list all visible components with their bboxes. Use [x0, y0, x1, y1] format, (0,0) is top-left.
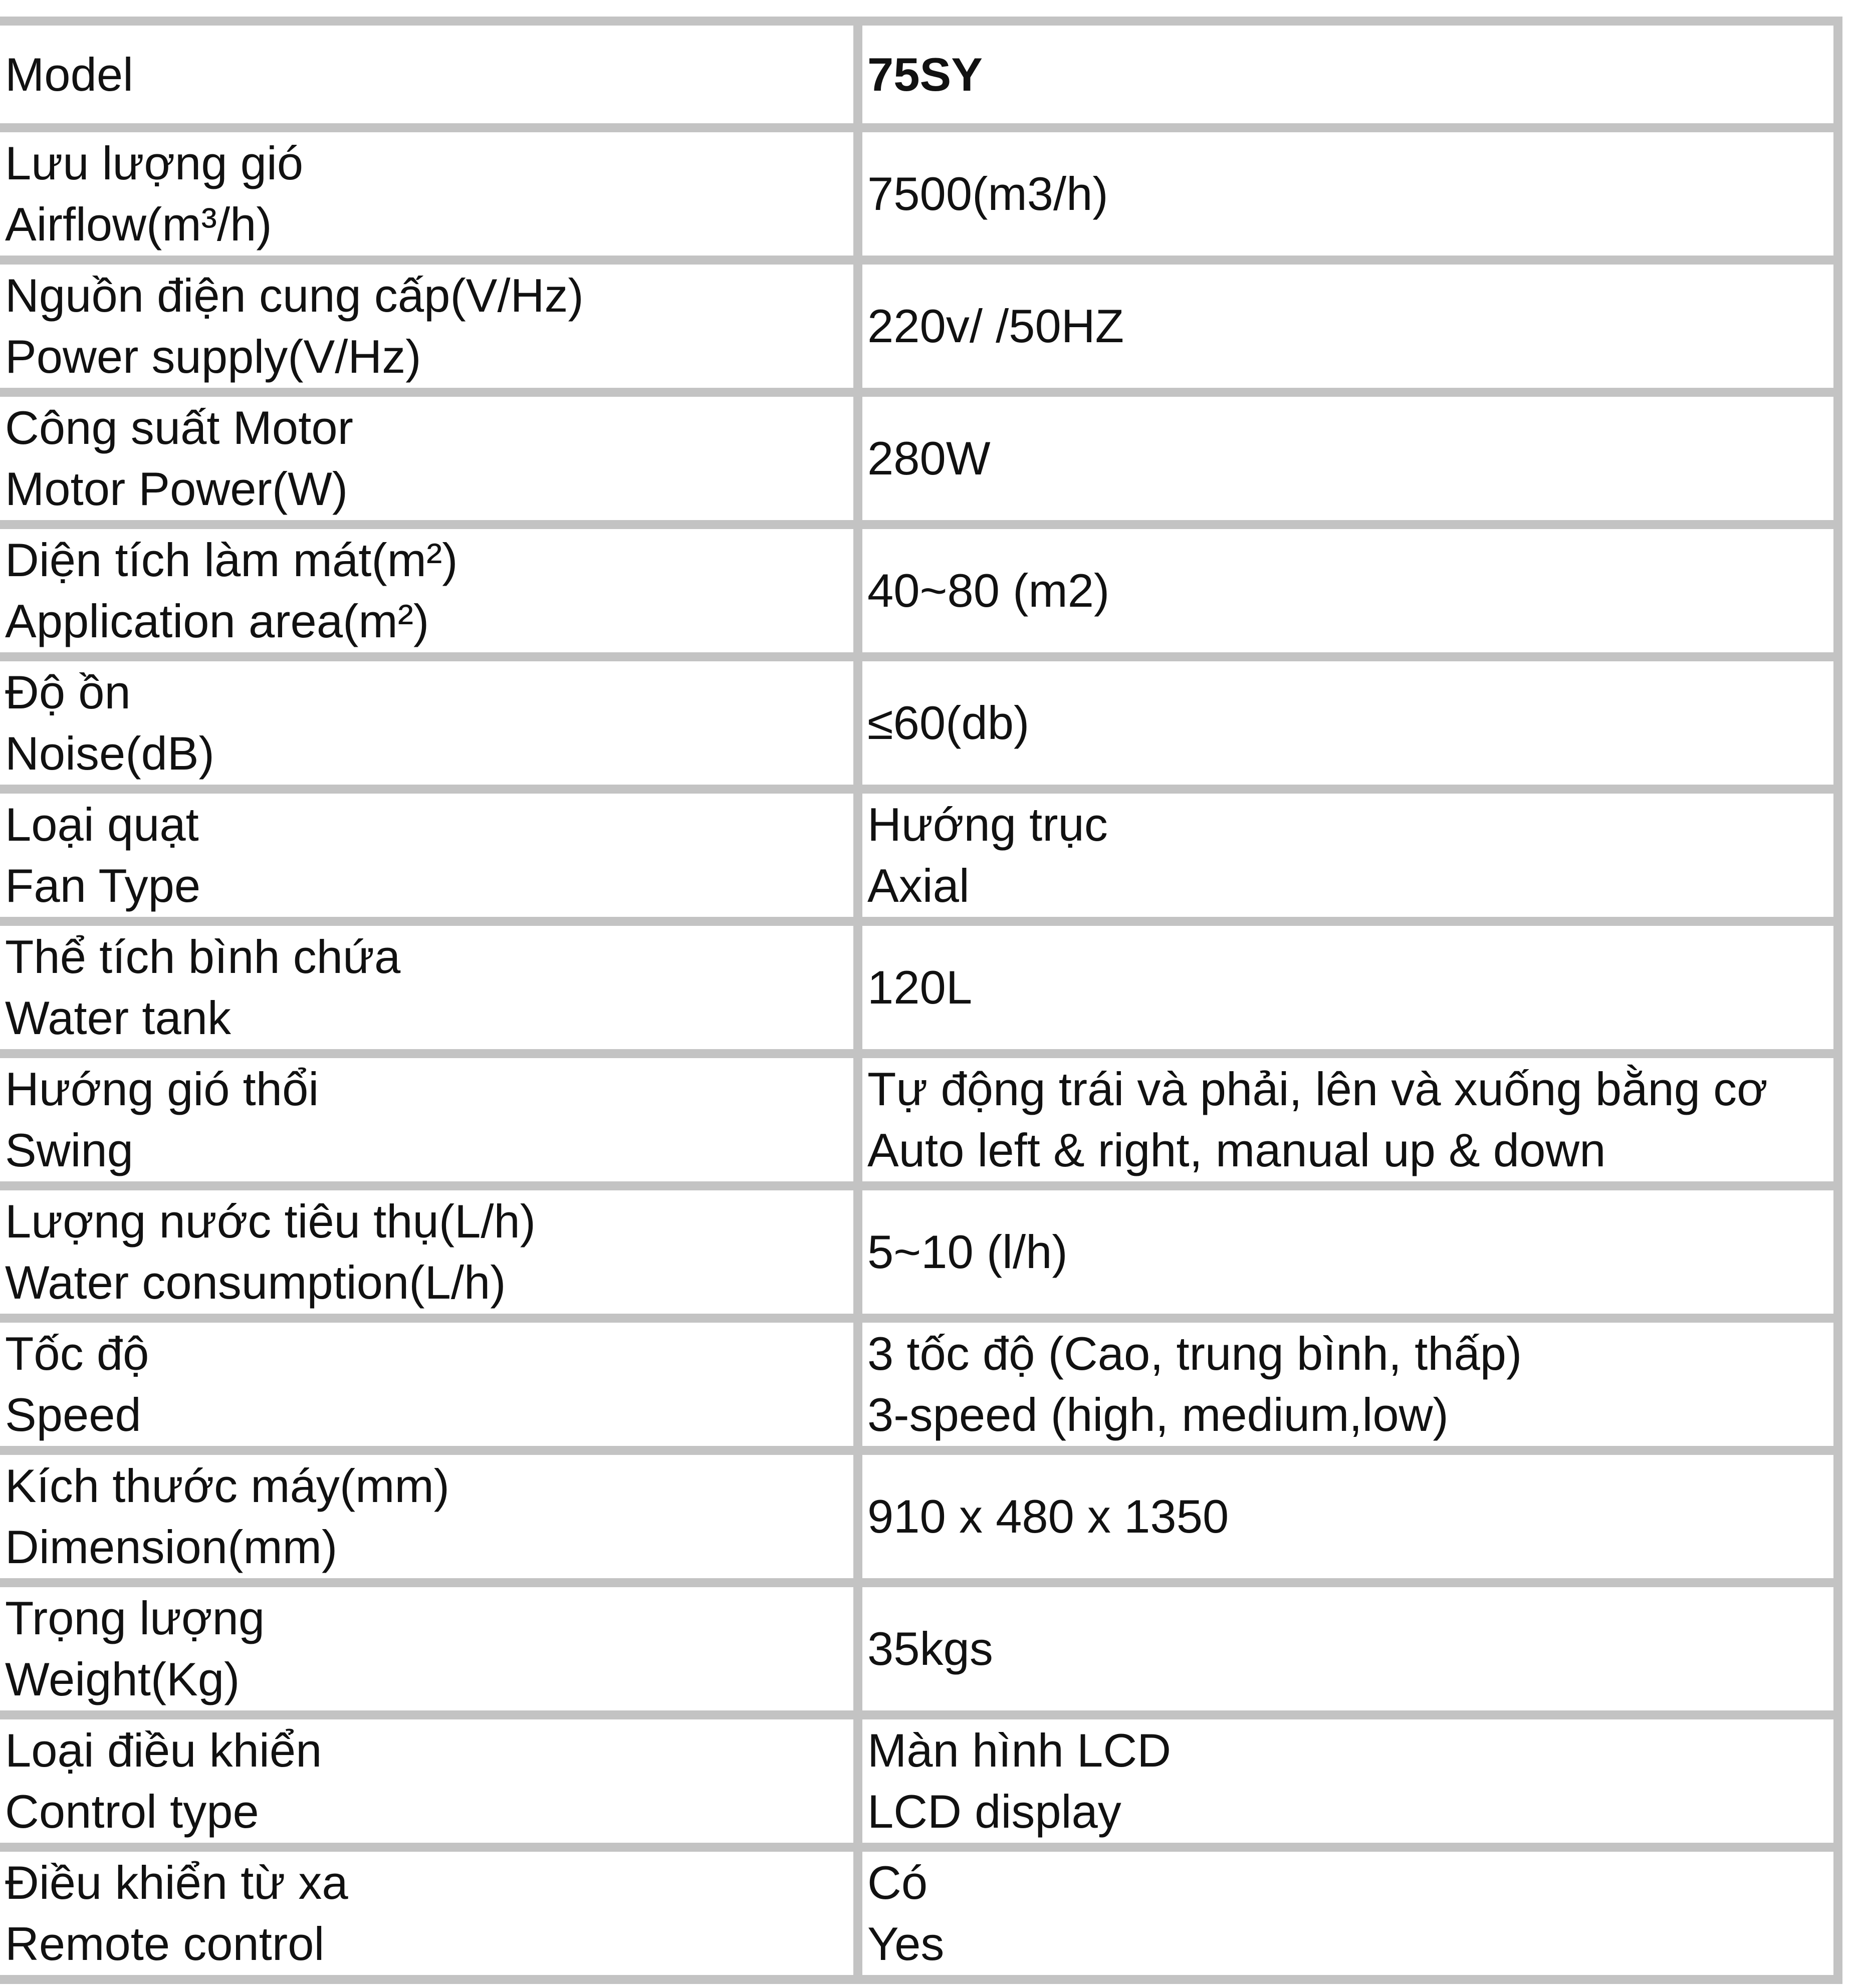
spec-value-cell — [858, 657, 1838, 789]
spec-value-cell — [858, 1186, 1838, 1318]
table-row — [0, 1318, 1838, 1450]
spec-value-cell — [858, 1054, 1838, 1186]
spec-label-english: Fan Type — [5, 859, 201, 912]
spec-label-cell — [0, 1450, 858, 1583]
table-row — [0, 1583, 1838, 1715]
spec-value-secondary: Axial — [867, 859, 970, 912]
spec-label-cell — [0, 1847, 858, 1979]
spec-label-vietnamese: Độ ồn — [5, 666, 131, 718]
spec-label-cell — [0, 525, 858, 657]
spec-label-english: Weight(Kg) — [5, 1653, 240, 1705]
spec-label-vietnamese: Tốc độ — [5, 1327, 149, 1380]
spec-value-cell — [858, 1450, 1838, 1583]
spec-value-primary: 40~80 (m2) — [867, 564, 1110, 617]
spec-label-english: Water tank — [5, 991, 231, 1044]
spec-value-cell — [858, 1847, 1838, 1979]
spec-label-vietnamese: Lượng nước tiêu thụ(L/h) — [5, 1195, 536, 1248]
spec-value-primary: ≤60(db) — [867, 696, 1030, 749]
model-row — [0, 21, 1838, 128]
spec-label-cell — [0, 789, 858, 921]
model-label-cell — [0, 21, 858, 128]
table-row — [0, 1450, 1838, 1583]
spec-label-cell — [0, 1186, 858, 1318]
spec-value-cell — [858, 1715, 1838, 1847]
spec-label-cell — [0, 1583, 858, 1715]
spec-label-vietnamese: Trọng lượng — [5, 1592, 265, 1644]
spec-label-english: Remote control — [5, 1917, 325, 1970]
spec-label-vietnamese: Loại điều khiển — [5, 1724, 322, 1777]
spec-label-english: Motor Power(W) — [5, 462, 348, 515]
spec-label-vietnamese: Công suất Motor — [5, 401, 353, 454]
spec-label-vietnamese: Diện tích làm mát(m²) — [5, 534, 458, 586]
table-row — [0, 1847, 1838, 1979]
spec-value-secondary: LCD display — [867, 1785, 1121, 1838]
spec-label-english: Power supply(V/Hz) — [5, 330, 421, 383]
spec-value-primary: 910 x 480 x 1350 — [867, 1490, 1229, 1543]
spec-label-vietnamese: Thể tích bình chứa — [5, 930, 401, 983]
spec-label-cell — [0, 657, 858, 789]
spec-label-vietnamese: Nguồn điện cung cấp(V/Hz) — [5, 269, 584, 322]
spec-value-primary: Màn hình LCD — [867, 1724, 1172, 1777]
spec-value-primary: Hướng trục — [867, 798, 1108, 851]
table-row — [0, 1186, 1838, 1318]
spec-table-body — [0, 21, 1838, 1979]
spec-label-cell — [0, 1318, 858, 1450]
spec-value-primary: 7500(m3/h) — [867, 167, 1108, 220]
spec-label-english: Dimension(mm) — [5, 1521, 338, 1573]
spec-label-english: Control type — [5, 1785, 259, 1838]
spec-label-vietnamese: Lưu lượng gió — [5, 137, 304, 189]
spec-label-vietnamese: Kích thước máy(mm) — [5, 1459, 450, 1512]
spec-label-english: Application area(m²) — [5, 595, 429, 647]
spec-value-cell — [858, 921, 1838, 1054]
spec-value-cell — [858, 392, 1838, 525]
model-label: Model — [5, 48, 134, 101]
table-row — [0, 921, 1838, 1054]
spec-value-primary: 35kgs — [867, 1622, 993, 1675]
spec-label-english: Water consumption(L/h) — [5, 1256, 506, 1309]
spec-label-english: Swing — [5, 1124, 134, 1176]
spec-value-secondary: Yes — [867, 1917, 945, 1970]
spec-value-cell — [858, 260, 1838, 392]
table-row — [0, 525, 1838, 657]
spec-value-cell — [858, 128, 1838, 260]
spec-value-primary: 280W — [867, 432, 991, 484]
spec-value-primary: 120L — [867, 961, 973, 1014]
spec-value-primary: Có — [867, 1856, 928, 1909]
spec-label-cell — [0, 128, 858, 260]
table-row — [0, 1715, 1838, 1847]
spec-value-secondary: 3-speed (high, medium,low) — [867, 1388, 1449, 1441]
spec-label-vietnamese: Điều khiển từ xa — [5, 1856, 348, 1909]
spec-value-cell — [858, 1583, 1838, 1715]
table-row — [0, 1054, 1838, 1186]
table-row — [0, 657, 1838, 789]
spec-label-english: Speed — [5, 1388, 141, 1441]
spec-label-cell — [0, 921, 858, 1054]
spec-value-cell — [858, 525, 1838, 657]
spec-label-cell — [0, 1054, 858, 1186]
spec-label-cell — [0, 1715, 858, 1847]
model-value: 75SY — [867, 48, 983, 101]
table-row — [0, 392, 1838, 525]
spec-value-primary: 3 tốc độ (Cao, trung bình, thấp) — [867, 1327, 1522, 1380]
spec-value-cell — [858, 789, 1838, 921]
model-value-cell — [858, 21, 1838, 128]
spec-table — [0, 17, 1842, 1984]
spec-label-english: Noise(dB) — [5, 727, 214, 780]
table-row — [0, 260, 1838, 392]
spec-label-vietnamese: Loại quạt — [5, 798, 199, 851]
spec-value-secondary: Auto left & right, manual up & down — [867, 1124, 1606, 1176]
spec-value-primary: 220v/ /50HZ — [867, 300, 1124, 352]
spec-value-primary: Tự động trái và phải, lên và xuống bằng cơ — [867, 1063, 1768, 1115]
spec-label-cell — [0, 392, 858, 525]
spec-value-cell — [858, 1318, 1838, 1450]
spec-label-english: Airflow(m³/h) — [5, 198, 272, 251]
spec-label-vietnamese: Hướng gió thổi — [5, 1063, 319, 1115]
spec-value-primary: 5~10 (l/h) — [867, 1225, 1068, 1278]
table-row — [0, 128, 1838, 260]
spec-label-cell — [0, 260, 858, 392]
table-row — [0, 789, 1838, 921]
